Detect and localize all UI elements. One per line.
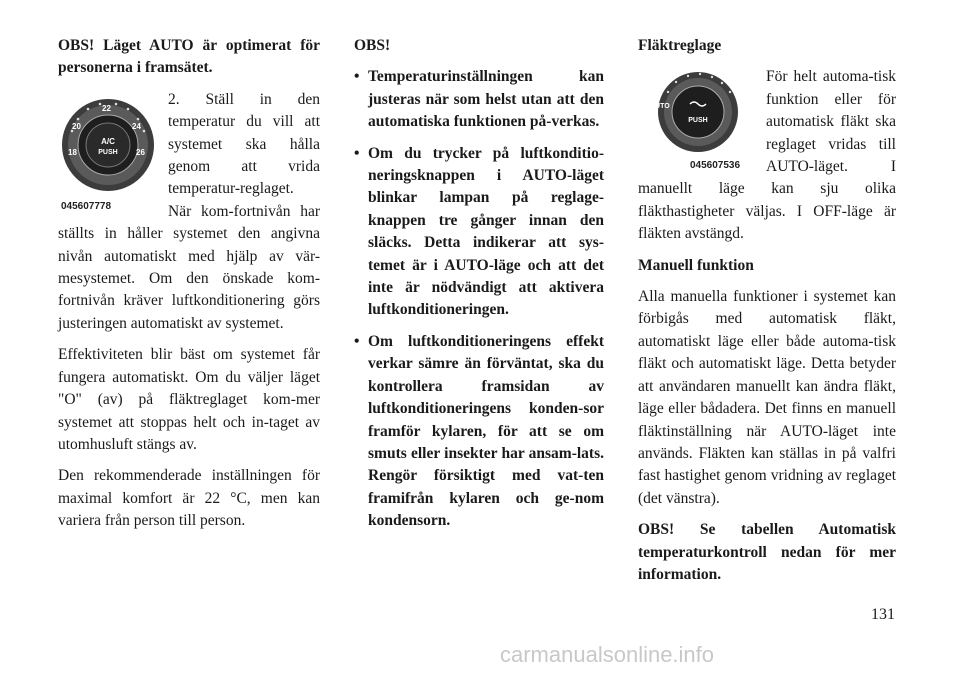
paragraph-recommended-setting: Den rekommenderade inställningen för maximal komfort är 22 °C, men kan variera från person till person. bbox=[58, 467, 320, 530]
temperature-knob-image bbox=[58, 93, 158, 217]
paragraph-effectiveness: Effektiviteten blir bäst om systemet får fungera automatiskt. Om du väljer läget "O" (av) på fläktreglaget kom-mer systemet att stoppas helt och in-taget av utomhusluft stängs av. bbox=[58, 346, 320, 453]
temp-label-22: 22 bbox=[102, 103, 111, 113]
obs-bullet-list bbox=[354, 66, 604, 532]
column-right bbox=[638, 35, 896, 595]
off-label: 0 bbox=[654, 115, 658, 123]
temperature-knob-figure bbox=[58, 93, 158, 217]
obs-note-table: OBS! Se tabellen Automatisk temperaturkontroll nedan för mer information. bbox=[638, 521, 896, 583]
push-label: PUSH bbox=[688, 117, 708, 125]
paragraph-step-2: 2. Ställ in den temperatur du vill att systemet ska hålla genom att vrida temperatur-reglaget. När kom-fortnivån har ställts in håller systemet den angivna nivån automatiskt med hjälp av vär-mesystemet. Om den önskade kom-fortnivån kräver luftkonditionering görs justeringen automatiskt av systemet. bbox=[58, 90, 320, 332]
obs-note-auto: OBS! Läget AUTO är optimerat för personerna i framsätet. bbox=[58, 37, 320, 77]
bullet-icon: • bbox=[354, 68, 360, 86]
list-item: • Om luftkonditioneringens effekt verkar sämre än förväntat, ska du kontrollera framsidan av luftkonditioneringens konden-sor framför kylaren, för att se om smuts eller insekter har ansam-lats. Rengör försiktigt med vat-ten framifrån kylaren och ge-nom kondensorn. bbox=[354, 332, 604, 530]
temp-label-24: 24 bbox=[132, 121, 141, 131]
watermark: carmanualsonline.info bbox=[500, 642, 715, 667]
temp-label-26: 26 bbox=[136, 147, 145, 157]
figure-id: 045607778 bbox=[61, 200, 112, 212]
column-left bbox=[58, 35, 320, 542]
section-heading-manual: Manuell funktion bbox=[638, 256, 754, 274]
bullet-icon: • bbox=[354, 332, 360, 350]
figure-id: 045607536 bbox=[690, 160, 741, 172]
list-item: • Om du trycker på luftkonditio-neringsknappen i AUTO-läget blinkar lampan på reglage-knappen tre gånger innan den släcks. Detta indikerar att sys-temet är i AUTO-läge och att det inte är nödvändigt att aktivera luftkonditioneringen. bbox=[354, 144, 604, 319]
section-heading-fan-control: Fläktreglage bbox=[638, 37, 722, 54]
auto-label: AUTO bbox=[650, 103, 670, 111]
push-label: PUSH bbox=[98, 148, 118, 156]
paragraph-fan-control: För helt automa-tisk funktion eller för automatisk fläkt ska reglaget vridas till AUTO-läget. I manuellt läge kan sju olika fläkthastigheter väljas. I OFF-läge är fläkten avstängd. bbox=[638, 68, 896, 243]
column-middle bbox=[354, 35, 604, 542]
temp-label-20: 20 bbox=[72, 121, 81, 131]
fan-knob-figure bbox=[638, 70, 756, 174]
obs-heading: OBS! bbox=[354, 37, 391, 54]
bullet-icon: • bbox=[354, 144, 360, 162]
list-item: • Temperaturinställningen kan justeras när som helst utan att den automatiska funktionen på-verkas. bbox=[354, 68, 604, 131]
ac-label: A/C bbox=[101, 136, 115, 146]
fan-knob-image bbox=[638, 70, 756, 174]
paragraph-manual-function: Alla manuella funktioner i systemet kan förbigås med automatisk fläkt, automatiskt läge eller både automa-tisk fläkt och automatiskt läge. Detta betyder att användaren manuellt kan ändra fläkt, läge eller bådadera. Det finns en manuell fläktinställning när AUTO-läget inte används. Fläkten kan ställas in på valfri fast hastighet genom vridning av reglaget (det vänstra). bbox=[638, 288, 896, 507]
page-number: 131 bbox=[871, 606, 895, 623]
temp-label-18: 18 bbox=[68, 147, 77, 157]
